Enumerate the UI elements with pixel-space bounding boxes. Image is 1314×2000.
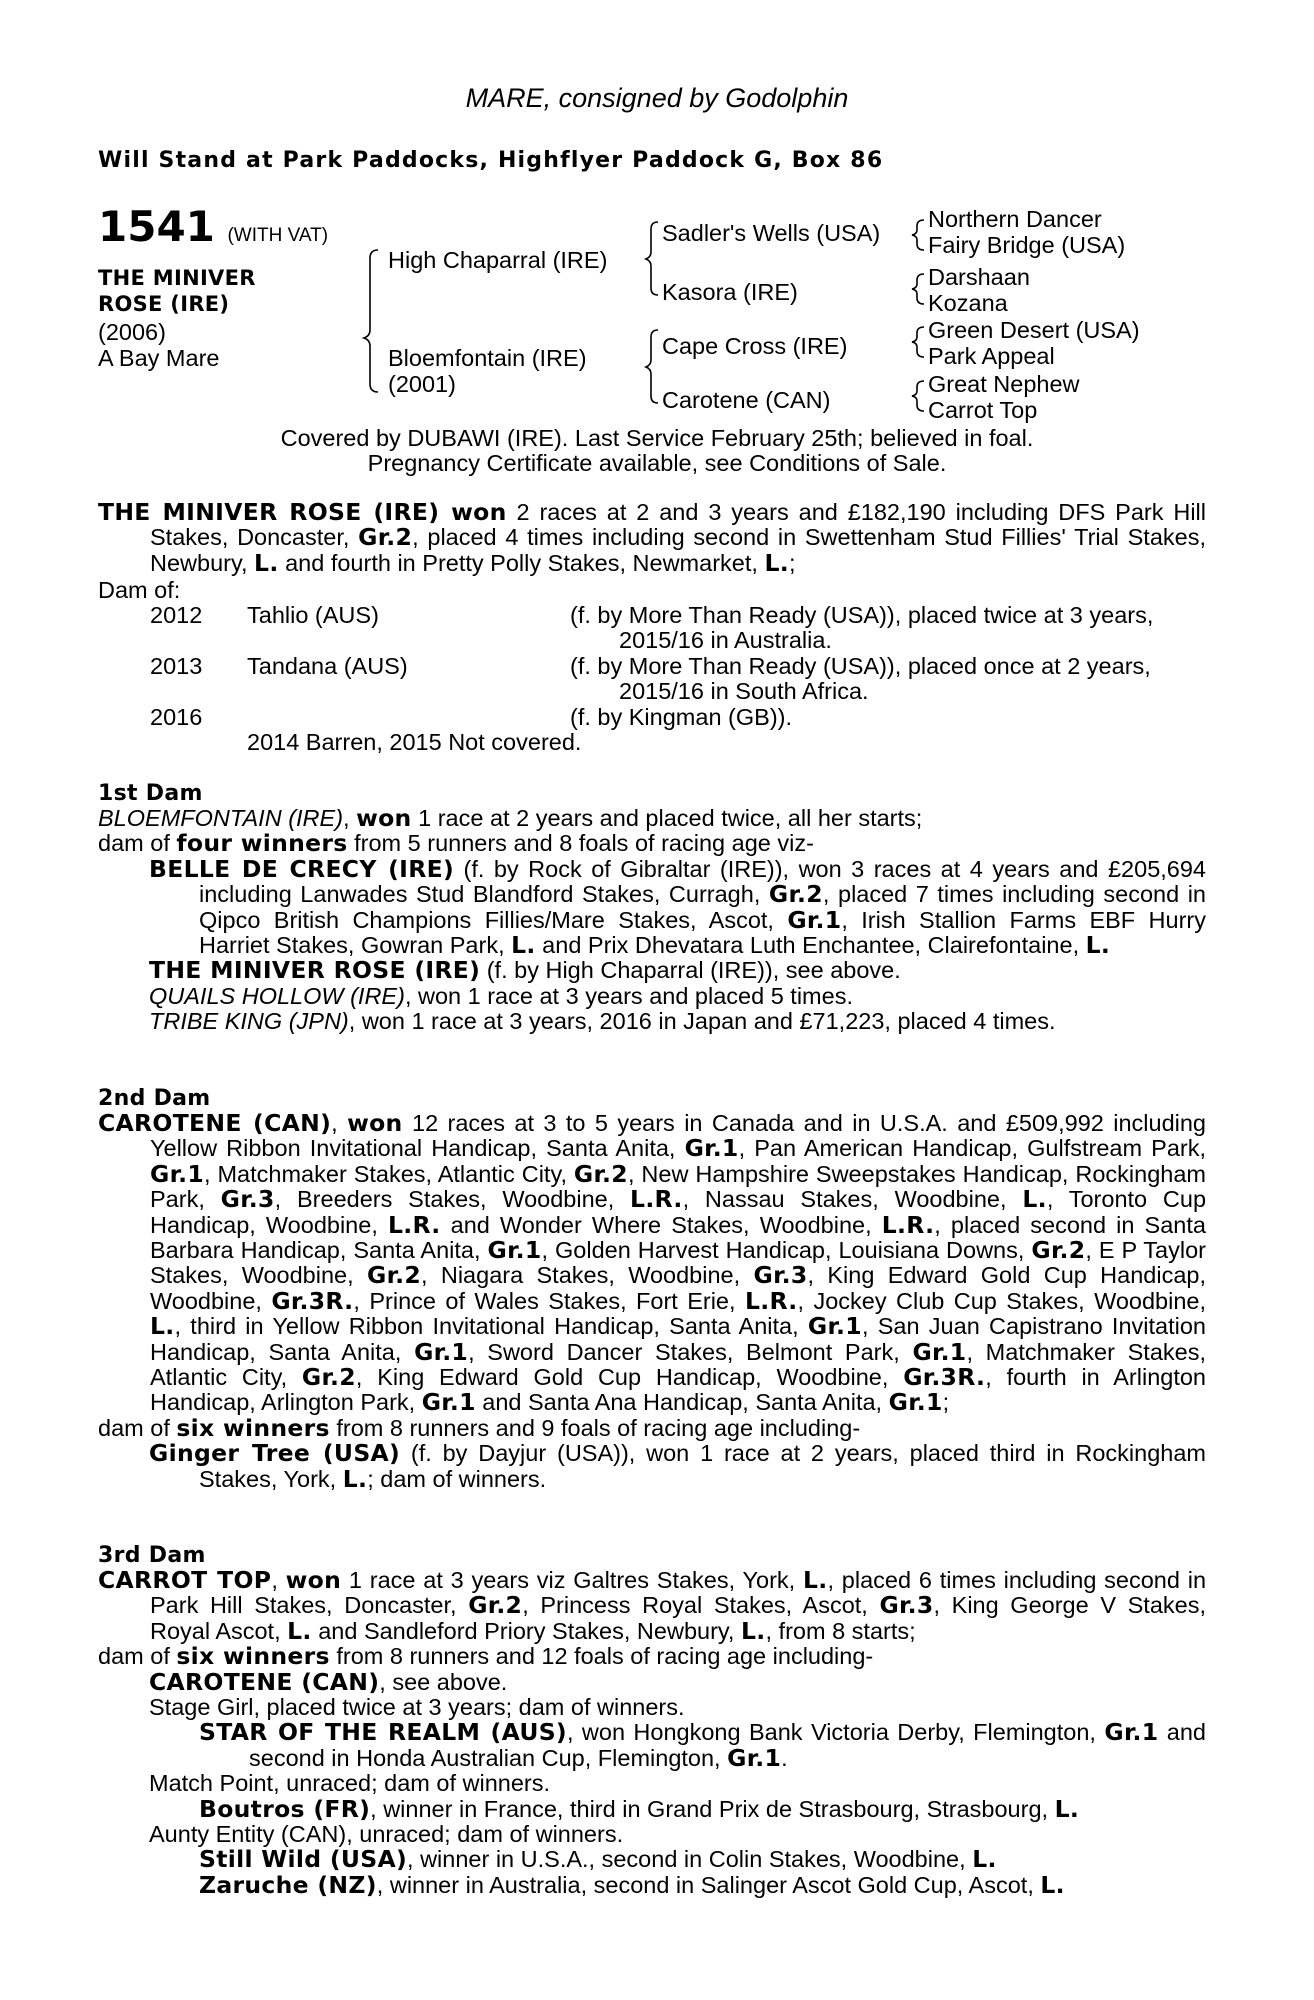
listed-label: L. [740,1616,766,1645]
progeny-match-point: Match Point, unraced; dam of winners. [149,1770,551,1797]
dam-text: dam of [98,1414,177,1441]
progeny-boutros: Boutros (FR) [199,1794,371,1823]
grade-label: Gr.2 [768,880,823,909]
dam-text: , winner in Australia, second in Salinger Ascot Gold Cup, Ascot, [376,1871,1041,1898]
grade-label: Gr.3R. [271,1286,354,1315]
pedigree-dam-dam: Carotene (CAN) [662,387,831,413]
brace-main [364,250,378,392]
pedigree-braces [0,0,1314,440]
listed-label: L. [1054,1794,1080,1823]
dam-text: (f. by High Chaparral (IRE)), see above. [480,957,901,984]
listed-label: L. [511,931,536,960]
dam-text: (f. by Dayjur (USA)), won 1 race at 2 years, placed third in Rockingham Stakes, York, [199,1440,1206,1492]
first-dam-name: BLOEMFONTAIN (IRE) [98,805,344,831]
dam-text: , Jockey Club Cup Stakes, Woodbine, [797,1287,1206,1314]
progeny-detail: (f. by More Than Ready (USA)), placed twice at 3 years, [570,602,1154,628]
dam-of-label: Dam of: [98,577,181,603]
pedigree-ssd: Fairy Bridge (USA) [928,232,1126,258]
dam-text: and Sandleford Priory Stakes, Newbury, [311,1617,741,1644]
first-dam-record [98,806,1206,1035]
grade-label: L.R. [744,1286,798,1315]
grade-label: Gr.1 [414,1337,469,1366]
punct: , [271,1567,286,1593]
progeny-miniver-rose: THE MINIVER ROSE (IRE) [149,956,481,985]
dam-text: 1 race at 2 years and placed twice, all her starts; [411,805,923,831]
mare-won [439,498,451,526]
progeny-zaruche: Zaruche (NZ) [199,1870,377,1899]
pedigree-sire: High Chaparral (IRE) [388,247,608,273]
dam-text: , Prince of Wales Stakes, Fort Erie, [353,1287,745,1314]
mare-text: ; [788,549,796,576]
covered-note: Covered by DUBAWI (IRE). Last Service February 25th; believed in foal. [280,425,1034,451]
grade-label: Gr.1 [150,1159,205,1188]
pedigree-dam-sire: Cape Cross (IRE) [662,333,848,359]
progeny-tribe-king: TRIBE KING (JPN) [149,1008,349,1035]
progeny-detail-cont: 2015/16 in South Africa. [619,678,869,704]
pedigree-dsd: Park Appeal [928,343,1055,369]
dam-text: , Irish Stallion Farms EBF Hurry Harriet Stakes, Gowran Park, [199,906,1206,959]
progeny-year: 2012 [150,602,203,628]
progeny-stage-girl: Stage Girl, placed twice at 3 years; dam of winners. [149,1694,685,1721]
foaling-year: (2006) [98,319,166,345]
dam-text: , placed 6 times including second in Park Hill Stakes, Doncaster, [150,1567,1207,1619]
horse-name-line2: ROSE (IRE) [98,292,230,316]
pedigree-sire-sire: Sadler's Wells (USA) [662,220,881,246]
listed-label: L. [802,1566,828,1594]
dam-text: , won 1 race at 3 years and placed 5 times. [404,982,853,1009]
listed-label: L. [764,548,789,577]
grade-label: Gr.3 [879,1591,934,1620]
brace-ss [912,220,924,250]
pedigree-dss: Green Desert (USA) [928,317,1140,343]
dam-text: , King Edward Gold Cup Handicap, Woodbine, [355,1364,904,1391]
third-dam-record [98,1568,1206,1898]
grade-label: Gr.3 [753,1261,808,1290]
grade-label: Gr.1 [487,1236,542,1265]
brace-sire [646,222,658,295]
vat-note: (WITH VAT) [227,225,329,246]
progeny-detail: (f. by Kingman (GB)). [570,704,792,730]
grade-label: Gr.1 [684,1134,739,1163]
dam-text: , Golden Harvest Handicap, Louisiana Downs, [541,1237,1032,1264]
progeny-carotene: CAROTENE (CAN) [149,1667,380,1696]
grade-label: Gr.3R. [903,1363,986,1392]
dam-text: from 5 runners and 8 foals of racing age viz- [347,830,814,857]
grade-label: L.R. [881,1210,935,1239]
dam-text: , Matchmaker Stakes, Atlantic City, [150,1338,1207,1391]
second-dam-heading: 2nd Dam [98,1086,211,1111]
listed-label: L. [287,1616,312,1645]
mare-record [98,500,1206,576]
dam-text: , placed 7 times including second in Qipco British Champions Fillies/Mare Stakes, Ascot, [199,881,1206,933]
mare-text: and fourth in Pretty Polly Stakes, Newmarket, [278,549,765,576]
won-label: won [451,498,507,526]
progeny-still-wild: Still Wild (USA) [199,1845,408,1874]
mare-text: , placed 4 times including second in Swettenham Stud Fillies' Trial Stakes, Newbury, [150,524,1206,576]
dam-text: , fourth in Arlington Handicap, Arlington Park, [150,1364,1206,1416]
dam-text: , winner in U.S.A., second in Colin Stakes, Woodbine, [407,1846,973,1873]
grade-label: Gr.2 [573,1159,628,1188]
dam-text: and Santa Ana Handicap, Santa Anita, [475,1389,889,1416]
grade-label: Gr.1 [787,905,842,934]
grade-label: L.R. [387,1210,441,1239]
barren-note: 2014 Barren, 2015 Not covered. [247,729,582,755]
progeny-ginger-tree: Ginger Tree (USA) [149,1439,401,1468]
pedigree-dam: Bloemfontain (IRE) [388,345,587,371]
winners-count: four winners [176,829,348,858]
won-label: won [285,1566,342,1594]
pedigree-dam-year: (2001) [388,371,456,397]
dam-text: and Wonder Where Stakes, Woodbine, [440,1211,882,1238]
dam-text: , won Hongkong Bank Victoria Derby, Flemington, [566,1719,1105,1746]
pedigree-sss: Northern Dancer [928,206,1102,232]
progeny-name: Tandana (AUS) [247,653,408,679]
dam-text: dam of [98,830,177,857]
third-dam-heading: 3rd Dam [98,1543,206,1568]
grade-label: L. [150,1312,175,1341]
grade-label: L.R. [630,1185,683,1214]
second-dam-record [98,1111,1206,1492]
grade-label: Gr.1 [727,1743,782,1772]
dam-text: from 8 runners and 12 foals of racing age including- [329,1643,874,1670]
dam-text: ; dam of winners. [367,1465,547,1492]
mare-name: THE MINIVER ROSE (IRE) [98,498,440,526]
stand-location: Will Stand at Park Paddocks, Highflyer Paddock G, Box 86 [98,148,884,173]
dam-text: , Toronto Cup Handicap, Woodbine, [150,1186,1207,1238]
grade-label: Gr.1 [912,1337,967,1366]
progeny-star-of-the-realm: STAR OF THE REALM (AUS) [199,1718,567,1747]
won-label: won [356,804,412,832]
progeny-aunty-entity: Aunty Entity (CAN), unraced; dam of winners. [149,1821,624,1848]
grade-label: Gr.2 [366,1261,421,1290]
dam-text: ; [942,1389,950,1416]
grade-label: Gr.1 [807,1312,862,1341]
punct: , [331,1110,348,1136]
grade-label: Gr.1 [1104,1718,1159,1747]
dam-text: , third in Yellow Ribbon Invitational Handicap, Santa Anita, [174,1313,808,1340]
dam-text: , Princess Royal Stakes, Ascot, [522,1592,880,1619]
progeny-year: 2016 [150,704,203,730]
listed-label: L. [342,1464,368,1493]
dam-text: , winner in France, third in Grand Prix de Strasbourg, Strasbourg, [370,1795,1055,1822]
listed-label: L. [1085,931,1111,960]
winners-count: six winners [176,1642,330,1671]
dam-text: , from 8 starts; [765,1617,916,1644]
dam-text: , placed second in Santa Barbara Handicap, Santa Anita, [150,1211,1206,1264]
dam-text: . [781,1744,788,1771]
dam-text: , Nassau Stakes, Woodbine, [682,1186,1023,1213]
dam-text: 12 races at 3 to 5 years in Canada and in U.S.A. and £509,992 including Yellow Ribbon Invitational Handicap, Santa Anita, [150,1110,1207,1162]
dam-text: , Sword Dancer Stakes, Belmont Park, [468,1338,913,1365]
dam-text: dam of [98,1643,177,1670]
listed-label: L. [254,548,279,577]
pedigree-sdd: Kozana [928,290,1008,316]
pregnancy-note: Pregnancy Certificate available, see Conditions of Sale. [367,450,947,476]
brace-dam [646,330,658,403]
pedigree-ddd: Carrot Top [928,397,1038,423]
listed-label: L. [1040,1870,1065,1899]
winners-count: six winners [176,1413,330,1442]
progeny-name: Tahlio (AUS) [247,602,379,628]
mare-text: 2 races at 2 and 3 years and £182,190 including DFS Park Hill Stakes, Doncaster, [150,499,1206,551]
dam-text: , Matchmaker Stakes, Atlantic City, [204,1160,574,1187]
dam-text: , King Edward Gold Cup Handicap, Woodbine, [150,1262,1206,1314]
dam-text: , San Juan Capistrano Invitation Handicap, Santa Anita, [150,1313,1206,1365]
brace-dd [912,381,924,411]
dam-text: 1 race at 3 years viz Galtres Stakes, York, [341,1567,803,1593]
horse-name-line1: THE MINIVER [98,266,256,290]
dam-text: , E P Taylor Stakes, Woodbine, [150,1237,1206,1289]
dam-text: , Niagara Stakes, Woodbine, [421,1262,754,1289]
horse-description: A Bay Mare [98,345,220,371]
dam-text: , won 1 race at 3 years, 2016 in Japan and £71,223, placed 4 times. [348,1008,1056,1035]
lot-number: 1541 [98,202,215,251]
grade-label: Gr.2 [1031,1236,1086,1265]
progeny-detail: (f. by More Than Ready (USA)), placed once at 2 years, [570,653,1151,679]
grade-label: Gr.3 [220,1185,275,1214]
grade-label: Gr.2 [468,1591,523,1620]
pedigree-dds: Great Nephew [928,371,1080,397]
second-dam-race-record [150,1110,1206,1415]
progeny-detail-cont: 2015/16 in Australia. [619,627,832,653]
second-dam-name: CAROTENE (CAN) [98,1109,332,1137]
grade-label: Gr.1 [888,1388,943,1417]
dam-text: and Prix Dhevatara Luth Enchantee, Clairefontaine, [535,932,1086,959]
dam-text: , New Hampshire Sweepstakes Handicap, Rockingham Park, [150,1160,1206,1213]
first-dam-heading: 1st Dam [98,781,203,806]
progeny-year: 2013 [150,653,203,679]
progeny-belle-de-crecy: BELLE DE CRECY (IRE) [149,854,454,883]
dam-text: , Pan American Handicap, Gulfstream Park, [738,1135,1206,1162]
dam-text: and second in Honda Australian Cup, Flemington, [249,1719,1206,1771]
grade-label: Gr.2 [301,1363,356,1392]
dam-text: , King George V Stakes, Royal Ascot, [150,1592,1207,1644]
catalogue-title: MARE, consigned by Godolphin [465,83,849,113]
punct: , [343,805,350,831]
listed-label: L. [972,1845,997,1874]
pedigree-sire-dam: Kasora (IRE) [662,279,798,305]
dam-text: (f. by Rock of Gibraltar (IRE)), won 3 races at 4 years and £205,694 including Lanwades Stud Blandford Stakes, Curragh, [199,855,1207,908]
won-label: won [347,1109,403,1137]
brace-ds [912,327,924,357]
dam-text: , see above. [379,1668,508,1695]
dam-text: , Breeders Stakes, Woodbine, [274,1186,631,1213]
grade-label: Gr.1 [421,1388,476,1417]
pedigree-sds: Darshaan [928,264,1030,290]
dam-text: from 8 runners and 9 foals of racing age including- [329,1414,861,1441]
third-dam-name: CARROT TOP [98,1566,272,1594]
brace-sd [912,274,924,304]
grade-label: L. [1022,1185,1047,1214]
progeny-quails-hollow: QUAILS HOLLOW (IRE) [149,982,405,1009]
grade-label: Gr.2 [358,523,413,552]
